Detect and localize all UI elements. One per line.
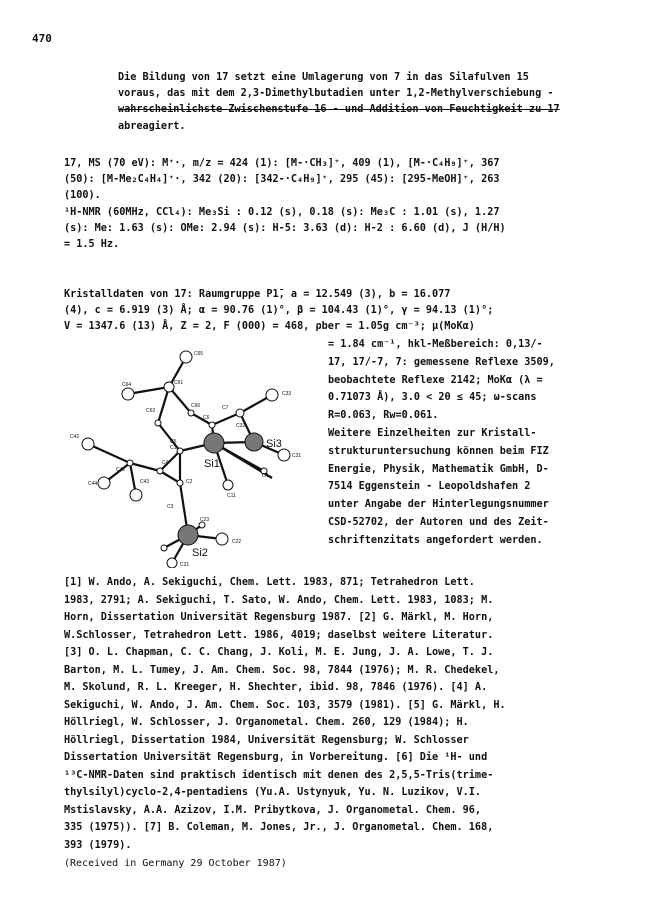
reference-line: Höllriegl, W. Schlosser, J. Organometal. Chem. 260, 129 (1984); H. — [64, 717, 469, 728]
text-line: abreagiert. — [118, 120, 186, 132]
reference-line: 335 (1975)). [7] B. Coleman, M. Jones, Jr., J. Organometal. Chem. 168, — [64, 822, 494, 833]
atom-label: C66 — [191, 403, 201, 409]
text-line: ¹H-NMR (60MHz, CCl₄): Me₃Si : 0.12 (s), 0.18 (s): Me₃C : 1.01 (s), 1.27 — [64, 206, 500, 218]
atom-label: C65 — [194, 351, 204, 357]
reference-line: [3] O. L. Chapman, C. C. Chang, J. Koli, M. E. Jung, J. A. Lowe, T. J. — [64, 647, 494, 658]
text-line: strukturuntersuchung können beim FIZ — [328, 445, 549, 457]
text-line: voraus, das mit dem 2,3-Dimethylbutadien unter 1,2-Methylverschiebung - — [118, 88, 554, 100]
reference-line: W.Schlosser, Tetrahedron Lett. 1986, 4019; daselbst weitere Literatur. — [64, 629, 494, 641]
text-line: (50): [M-Me₂C₄H₄]⁺·, 342 (20): [342-·C₄H₉]⁺, 295 (45): [295-MeOH]⁺, 263 — [64, 174, 500, 186]
reference-line: Mstislavsky, A.A. Azizov, I.M. Pribytkova, J. Organometal. Chem. 96, — [64, 804, 482, 816]
atom-label: C64 — [122, 382, 132, 388]
atom-label: C5 — [170, 439, 177, 445]
text-line: Energie, Physik, Mathematik GmbH, D- — [328, 463, 549, 475]
reference-line: Höllriegl, Dissertation 1984, Universität Regensburg; W. Schlosser — [64, 734, 469, 746]
reference-line: Dissertation Universität Regensburg, in Vorbereitung. [6] Die ¹H- und — [64, 752, 488, 763]
reference-line: thylsilyl)cyclo-2,4-pentadiens (Yu.A. Ustynyuk, Yu. N. Luzikov, V.I. — [64, 787, 482, 798]
text-line: Kristalldaten von 17: Raumgruppe P1̄, a = 12.549 (3), b = 16.077 — [64, 289, 451, 300]
text-line: Die Bildung von 17 setzt eine Umlagerung von 7 in das Silafulven 15 — [118, 72, 529, 83]
atom-label: C6 — [203, 415, 210, 421]
reference-line: 393 (1979). — [64, 839, 132, 851]
atom-label: C22 — [232, 539, 242, 545]
text-line: 17, 17/-7, 7: gemessene Reflexe 3509, — [328, 356, 555, 368]
crystal-structure-figure — [62, 343, 330, 568]
text-line: Weitere Einzelheiten zur Kristall- — [328, 427, 537, 439]
reference-line: 1983, 2791; A. Sekiguchi, T. Sato, W. Ando, Chem. Lett. 1983, 1083; M. — [64, 594, 494, 606]
atom-label: C43 — [140, 479, 150, 485]
atom-label: Si3 — [266, 438, 282, 450]
atom-label: C11 — [227, 493, 236, 499]
reference-line: Horn, Dissertation Universität Regensburg 1987. [2] G. Märkl, M. Horn, — [64, 612, 494, 623]
reference-line: [1] W. Ando, A. Sekiguchi, Chem. Lett. 1983, 871; Tetrahedron Lett. — [64, 577, 475, 588]
text-line: beobachtete Reflexe 2142; MoKα (λ = — [328, 374, 543, 386]
text-line: (4), c = 6.919 (3) Å; α = 90.76 (1)°, β = 104.43 (1)°, γ = 94.13 (1)°; — [64, 305, 494, 317]
text-line: schriftenzitats angefordert werden. — [328, 534, 543, 546]
atom-label: C7 — [222, 405, 229, 411]
atom-label: C21 — [180, 562, 190, 568]
text-line: = 1.5 Hz. — [64, 239, 120, 251]
atom-label: C1 — [170, 445, 177, 451]
atom-label: C44 — [88, 481, 98, 487]
page-number: 470 — [32, 32, 52, 45]
text-line: 7514 Eggenstein - Leopoldshafen 2 — [328, 481, 531, 493]
atom-label: C23 — [200, 517, 210, 523]
atom-label: C61 — [174, 380, 184, 386]
text-line: V = 1347.6 (13) Å, Z = 2, F (000) = 468, ρber = 1.05g cm⁻³; μ(MoKα) — [64, 321, 475, 333]
reference-line: ¹³C-NMR-Daten sind praktisch identisch mit denen des 2,5,5-Tris(trime- — [64, 769, 494, 781]
reference-line: M. Skolund, R. L. Kreeger, H. Shechter, ibid. 98, 7846 (1976). [4] A. — [64, 682, 488, 693]
text-line: (100). — [64, 190, 101, 202]
text-line strike: wahrscheinlichste Zwischenstufe 16 - und Addition von Feuchtigkeit zu 17 — [118, 104, 560, 116]
atom-label: C31 — [292, 453, 302, 459]
text-line: (s): Me: 1.63 (s): OMe: 2.94 (s): H-5: 3.63 (d): H-2 : 6.60 (d), J (H/H) — [64, 222, 506, 234]
references — [64, 574, 506, 854]
atom-label: O1 — [262, 473, 269, 479]
atom-label: C32 — [236, 423, 246, 429]
text-line: 17, MS (70 eV): M⁺·, m/z = 424 (1): [M-·CH₃]⁺, 409 (1), [M-·C₄H₉]⁺, 367 — [64, 158, 500, 169]
atom-label: C33 — [282, 391, 292, 397]
atom-label: C3 — [167, 504, 174, 510]
text-line: CSD-52702, der Autoren und des Zeit- — [328, 516, 549, 528]
atom-label: Si1 — [204, 458, 220, 470]
received-note: (Received in Germany 29 October 1987) — [64, 858, 287, 869]
atom-label: C42 — [70, 434, 80, 440]
silicon-atoms — [178, 433, 263, 545]
text-line: = 1.84 cm⁻¹, hkl-Meßbereich: 0,13/- — [328, 339, 543, 350]
atom-label: C41 — [116, 467, 126, 473]
text-line: R=0.063, Rw=0.061. — [328, 410, 439, 422]
spectroscopy-data — [64, 156, 506, 253]
crystal-data-column — [328, 336, 555, 550]
paragraph-intro — [118, 70, 560, 135]
atom-label: C62 — [146, 408, 156, 414]
reference-line: Barton, M. L. Tumey, J. Am. Chem. Soc. 98, 7844 (1976); M. R. Chedekel, — [64, 664, 500, 676]
reference-line: Sekiguchi, W. Ando, J. Am. Chem. Soc. 103, 3579 (1981). [5] G. Märkl, H. — [64, 699, 506, 711]
atom-label: C2 — [186, 479, 193, 485]
atom-label: C4 — [162, 460, 169, 466]
text-line: 0.71073 Å), 3.0 < 2θ ≤ 45; ω-scans — [328, 392, 537, 404]
crystal-data — [64, 287, 493, 336]
atom-label: Si2 — [192, 547, 208, 559]
text-line: unter Angabe der Hinterlegungsnummer — [328, 499, 549, 511]
